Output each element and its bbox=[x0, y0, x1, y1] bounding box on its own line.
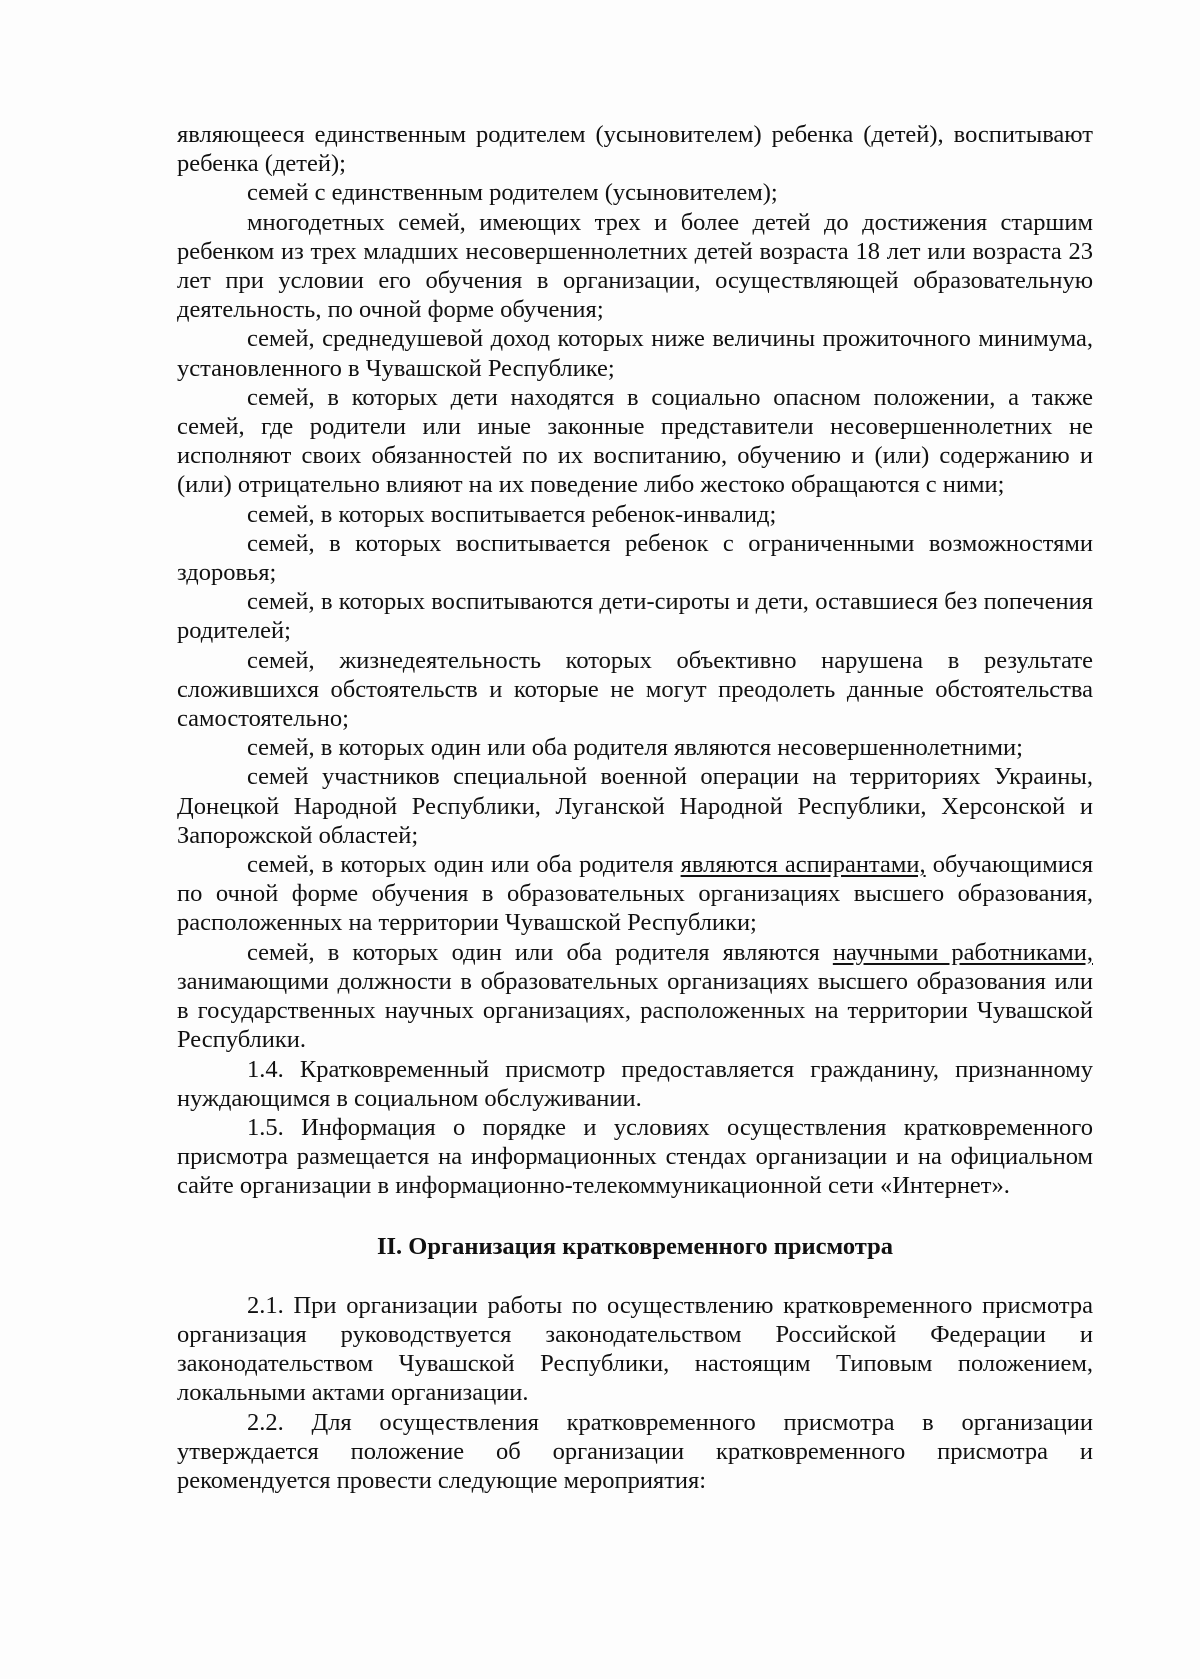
clause-1-4: 1.4. Кратковременный присмотр предоставляется гражданину, признанному нуждающимся в социальном обслуживании. bbox=[177, 1055, 1093, 1112]
list-item: семей участников специальной военной операции на территориях Украины, Донецкой Народной Республики, Луганской Народной Республики, Херсонской и Запорожской областей; bbox=[177, 763, 1093, 849]
list-item: семей, в которых воспитываются дети-сироты и дети, оставшиеся без попечения родителей; bbox=[177, 588, 1093, 645]
text-fragment: обучающимися по очной форме обучения в образовательных организациях высшего образования, расположенных на территории Чувашской Республики; bbox=[177, 851, 1093, 937]
underlined-text: являются аспирантами, bbox=[680, 851, 926, 879]
section-heading: II. Организация кратковременного присмотра bbox=[376, 1232, 894, 1260]
text-fragment: семей, в которых один или оба родителя являются bbox=[247, 938, 833, 966]
list-item: семей с единственным родителем (усыновителем); bbox=[247, 179, 778, 207]
underlined-text: научными работниками, bbox=[832, 938, 1093, 966]
clause-2-1: 2.1. При организации работы по осуществлению кратковременного присмотра организация руководствуется законодательством Российской Федерации и законодательством Чувашской Республики, настоящим Типовым положением, локальными актами организации. bbox=[177, 1291, 1093, 1407]
document-body bbox=[177, 120, 1093, 1495]
list-item: семей, среднедушевой доход которых ниже величины прожиточного минимума, установленного в Чувашской Республике; bbox=[177, 325, 1093, 382]
clause-1-5: 1.5. Информация о порядке и условиях осуществления кратковременного присмотра размещается на информационных стендах организации и на официальном сайте организации в информационно-телекоммуникационной сети «Интернет». bbox=[177, 1113, 1093, 1200]
list-item: семей, в которых один или оба родителя являются несовершеннолетними; bbox=[247, 734, 1023, 762]
list-item: семей, жизнедеятельность которых объективно нарушена в результате сложившихся обстоятельств и которые не могут преодолеть данные обстоятельства самостоятельно; bbox=[177, 646, 1093, 733]
paragraph: являющееся единственным родителем (усыновителем) ребенка (детей), воспитывают ребенка (детей); bbox=[177, 121, 1093, 178]
text-fragment: семей, в которых один или оба родителя bbox=[247, 851, 681, 879]
text-fragment: занимающими должности в образовательных организациях высшего образования или в государственных научных организациях, расположенных на территории Чувашской Республики. bbox=[177, 967, 1093, 1054]
list-item bbox=[177, 938, 1093, 1055]
clause-2-2: 2.2. Для осуществления кратковременного присмотра в организации утверждается положение об организации кратковременного присмотра и рекомендуется провести следующие мероприятия: bbox=[177, 1408, 1093, 1494]
list-item: семей, в которых дети находятся в социально опасном положении, а также семей, где родители или иные законные представители несовершеннолетних не исполняют своих обязанностей по их воспитанию, обучению и (или) содержанию и (или) отрицательно влияют на их поведение либо жестоко обращаются с ними; bbox=[177, 383, 1093, 499]
list-item: семей, в которых воспитывается ребенок с ограниченными возможностями здоровья; bbox=[177, 529, 1093, 587]
list-item: многодетных семей, имеющих трех и более детей до достижения старшим ребенком из трех младших несовершеннолетних детей возраста 18 лет или возраста 23 лет при условии его обучения в организации, осуществляющей образовательную деятельность, по очной форме обучения; bbox=[177, 208, 1093, 324]
list-item bbox=[177, 850, 1093, 938]
list-item: семей, в которых воспитывается ребенок-инвалид; bbox=[247, 500, 777, 528]
